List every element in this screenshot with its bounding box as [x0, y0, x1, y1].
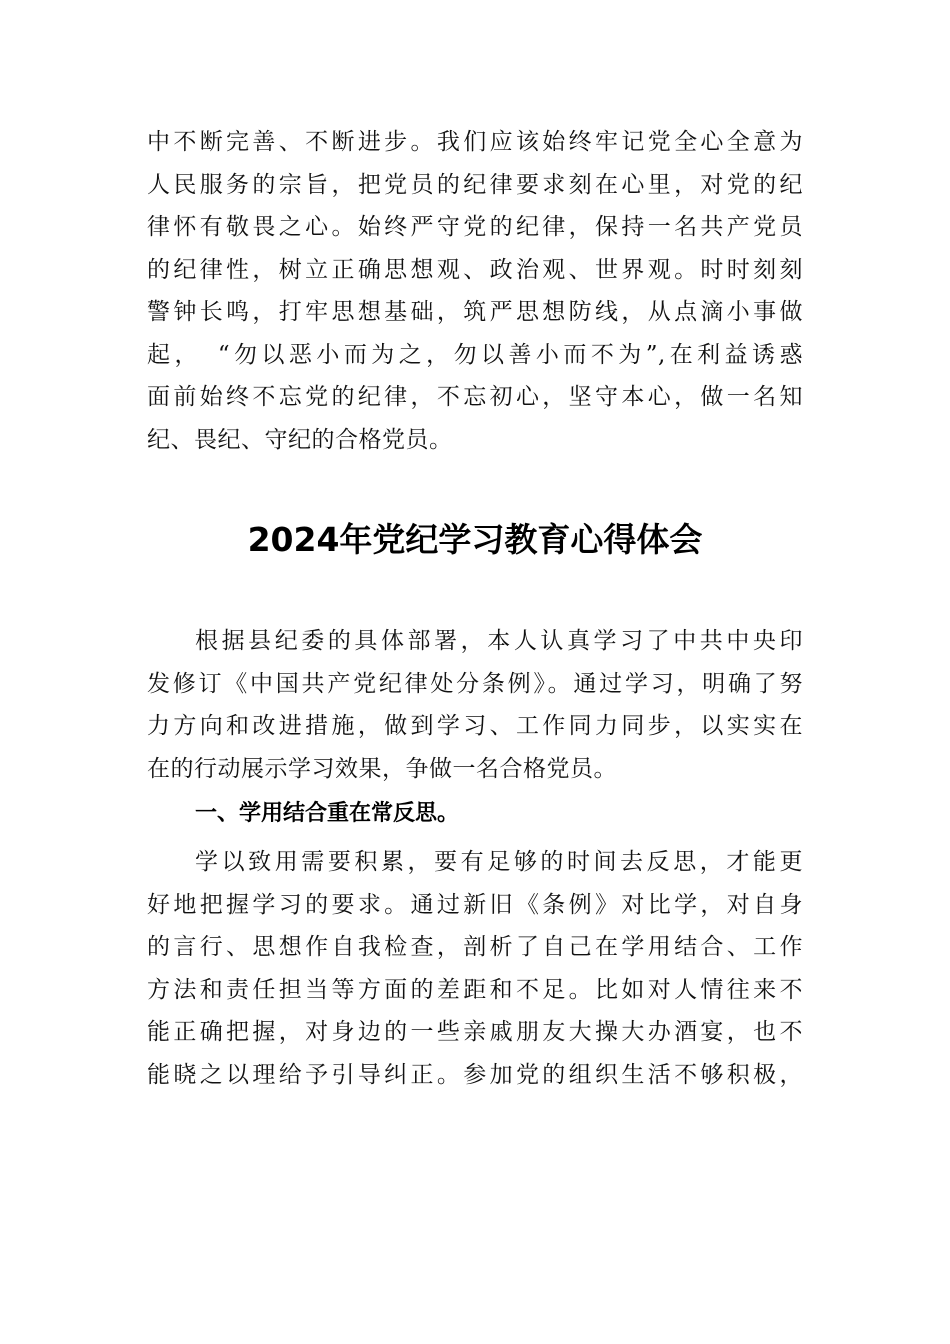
paragraph-line: 的言行、思想作自我检查，剖析了自己在学用结合、工作: [147, 934, 803, 960]
paragraph-line: 中不断完善、不断进步。我们应该始终牢记党全心全意为: [147, 129, 803, 155]
paragraph-line: 能正确把握，对身边的一些亲戚朋友大操大办酒宴，也不: [147, 1019, 803, 1045]
paragraph-line: 学以致用需要积累，要有足够的时间去反思，才能更: [195, 849, 803, 875]
paragraph-line: 律怀有敬畏之心。始终严守党的纪律，保持一名共产党员: [147, 214, 803, 240]
paragraph-line: 的纪律性，树立正确思想观、政治观、世界观。时时刻刻: [147, 256, 803, 283]
paragraph-line: 警钟长鸣，打牢思想基础，筑严思想防线，从点滴小事做: [147, 299, 803, 325]
paragraph-line: 人民服务的宗旨，把党员的纪律要求刻在心里，对党的纪: [147, 171, 803, 198]
paragraph-line: 发修订《中国共产党纪律处分条例》。通过学习，明确了努: [147, 670, 803, 697]
paragraph-line: 方法和责任担当等方面的差距和不足。比如对人情往来不: [147, 976, 803, 1003]
article-title: 2024年党纪学习教育心得体会: [247, 520, 703, 559]
section-heading: 一、学用结合重在常反思。: [195, 801, 460, 826]
paragraph-line: 能晓之以理给予引导纠正。参加党的组织生活不够积极，: [147, 1061, 803, 1088]
paragraph-line: 纪、畏纪、守纪的合格党员。: [147, 426, 453, 453]
continuation-paragraph: [147, 121, 803, 461]
section1-paragraph: [147, 841, 803, 1096]
paragraph-line: 好地把握学习的要求。通过新旧《条例》对比学，对自身: [147, 891, 803, 918]
paragraph-line: 根据县纪委的具体部署，本人认真学习了中共中央印: [195, 628, 803, 654]
paragraph-line: 力方向和改进措施，做到学习、工作同力同步，以实实在: [147, 713, 803, 739]
paragraph-line: 在的行动展示学习效果，争做一名合格党员。: [147, 755, 617, 782]
paragraph-line: 起， “勿以恶小而为之，勿以善小而不为”,在利益诱惑: [147, 341, 803, 368]
intro-paragraph: [147, 620, 803, 790]
paragraph-line: 面前始终不忘党的纪律，不忘初心，坚守本心，做一名知: [147, 384, 803, 410]
